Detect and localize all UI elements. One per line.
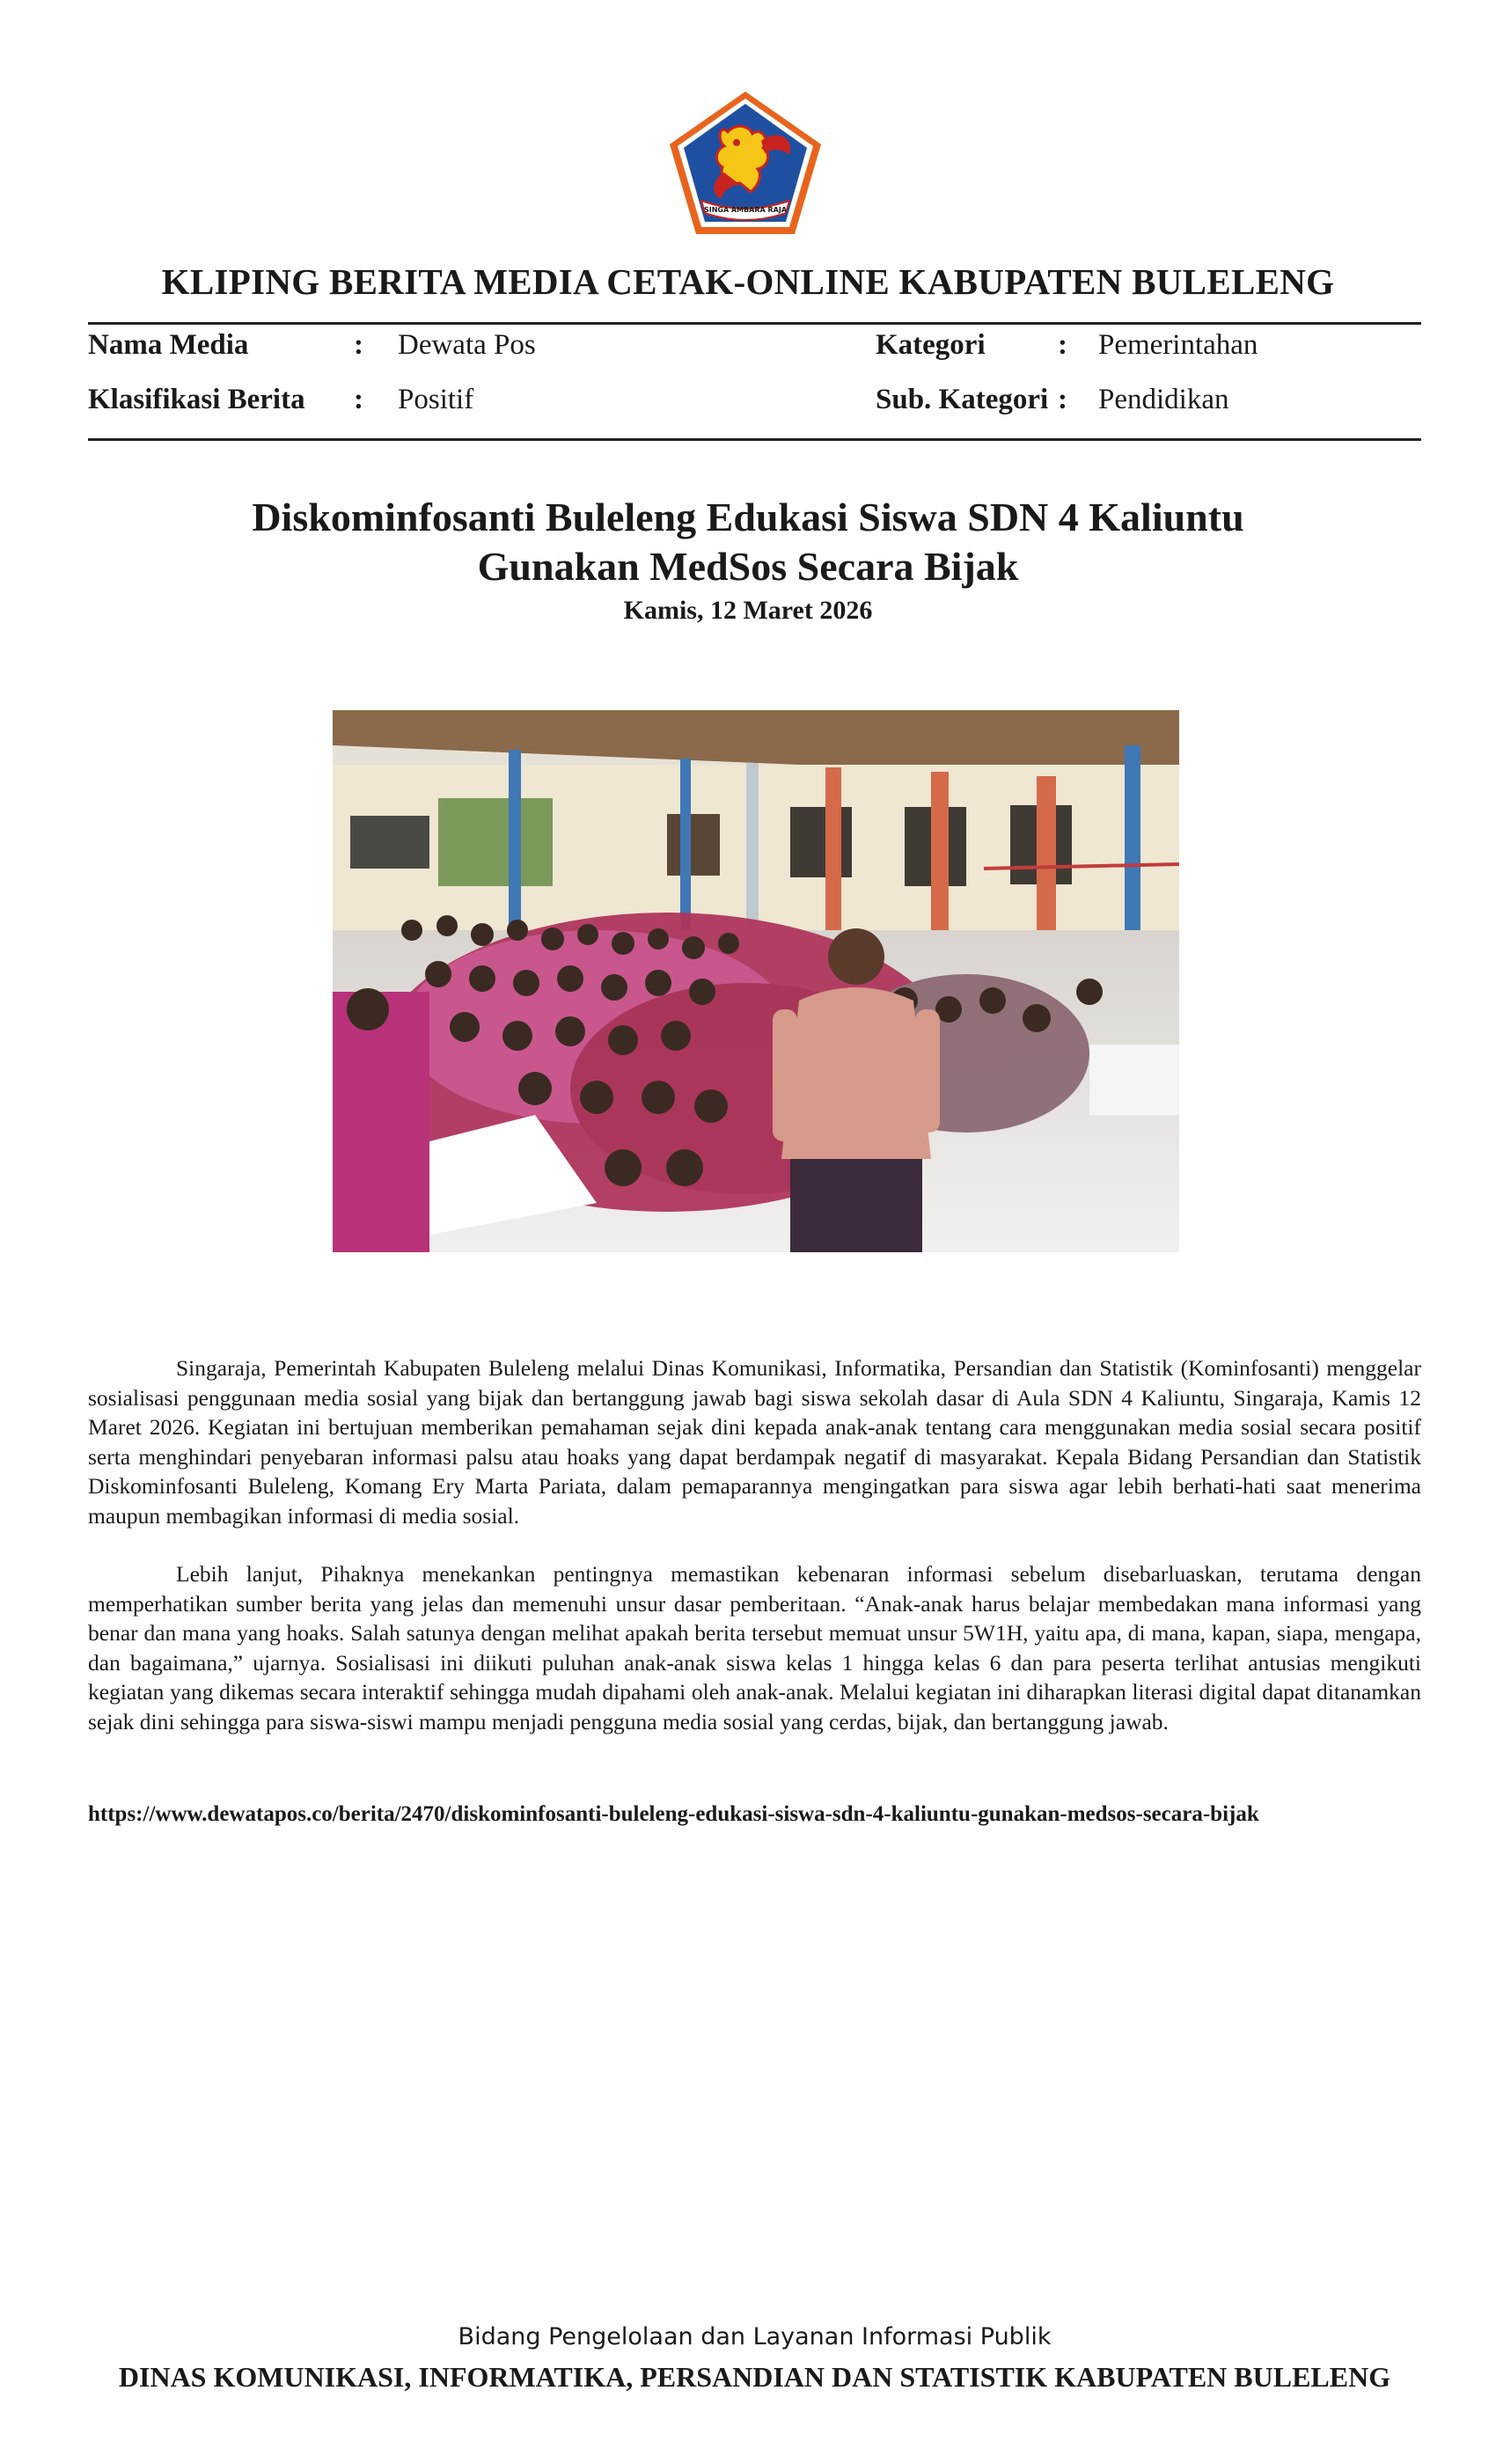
footer-agency: DINAS KOMUNIKASI, INFORMATIKA, PERSANDIAN DAN STATISTIK KABUPATEN BULELENG bbox=[118, 2361, 1391, 2393]
headline-line-2: Gunakan MedSos Secara Bijak bbox=[477, 544, 1019, 589]
meta-colon: : bbox=[354, 329, 363, 361]
meta-colon: : bbox=[354, 384, 363, 415]
article-body bbox=[88, 1353, 1421, 1765]
klasifikasi-value: Positif bbox=[398, 384, 474, 415]
source-link[interactable]: https://www.dewatapos.co/berita/2470/diskominfosanti-buleleng-edukasi-siswa-sdn-4-kaliuntu-gunakan-medsos-secara-bijak bbox=[88, 1802, 1259, 1826]
kategori-value: Pemerintahan bbox=[1098, 329, 1258, 361]
buleleng-logo bbox=[666, 88, 825, 238]
footer-division: Bidang Pengelolaan dan Layanan Informasi Publik bbox=[458, 2323, 1052, 2350]
nama-media-value: Dewata Pos bbox=[398, 329, 536, 361]
kategori-label: Kategori bbox=[876, 329, 986, 361]
article-photo bbox=[333, 710, 1179, 1252]
article-paragraph-2: Lebih lanjut, Pihaknya menekankan pentingnya memastikan kebenaran informasi sebelum disebarluaskan, terutama dengan memperhatikan sumber berita yang jelas dan memenuhi unsur dasar pemberitaan. “Anak-anak harus belajar membedakan mana informasi yang benar dan mana yang hoaks. Salah satunya dengan melihat apakah berita tersebut memuat unsur 5W1H, yaitu apa, di mana, kapan, siapa, mengapa, dan bagaimana,” ujarnya. Sosialisasi ini diikuti puluhan anak-anak siswa kelas 1 hingga kelas 6 dan para peserta terlihat antusias mengikuti kegiatan yang dikemas secara interaktif sehingga mudah dipahami oleh anak-anak. Melalui kegiatan ini diharapkan literasi digital dapat ditanamkan sejak dini sehingga para siswa-siswi mampu menjadi pengguna media sosial yang cerdas, bijak, dan bertanggung jawab. bbox=[88, 1561, 1421, 1734]
nama-media-label: Nama Media bbox=[88, 329, 249, 361]
meta-colon: : bbox=[1058, 384, 1067, 415]
article-paragraph-1: Singaraja, Pemerintah Kabupaten Buleleng melalui Dinas Komunikasi, Informatika, Persandian dan Statistik (Kominfosanti) menggelar sosialisasi penggunaan media sosial yang bijak dan bertanggung jawab bagi siswa sekolah dasar di Aula SDN 4 Kaliuntu, Singaraja, Kamis 12 Maret 2026. Kegiatan ini bertujuan memberikan pemahaman sejak dini kepada anak-anak tentang cara menggunakan media sosial secara positif serta menghindari penyebaran informasi palsu atau hoaks yang dapat berdampak negatif di masyarakat. Kepala Bidang Persandian dan Statistik Diskominfosanti Buleleng, Komang Ery Marta Pariata, dalam pemaparannya mengingatkan para siswa agar lebih berhati-hati saat menerima maupun membagikan informasi di media sosial. bbox=[88, 1355, 1421, 1529]
meta-colon: : bbox=[1058, 329, 1067, 361]
headline-line-1: Diskominfosanti Buleleng Edukasi Siswa SDN 4 Kaliuntu bbox=[252, 495, 1244, 539]
article-headline bbox=[132, 493, 1364, 591]
divider-top bbox=[88, 322, 1421, 325]
article-date: Kamis, 12 Maret 2026 bbox=[623, 596, 873, 625]
sub-kategori-value: Pendidikan bbox=[1098, 384, 1229, 415]
document-title: KLIPING BERITA MEDIA CETAK-ONLINE KABUPATEN BULELENG bbox=[161, 261, 1335, 302]
klasifikasi-label: Klasifikasi Berita bbox=[88, 384, 305, 415]
logo-motto: SINGA AMBARA RAJA bbox=[703, 206, 788, 214]
divider-bottom bbox=[88, 438, 1421, 441]
sub-kategori-label: Sub. Kategori bbox=[876, 384, 1049, 415]
